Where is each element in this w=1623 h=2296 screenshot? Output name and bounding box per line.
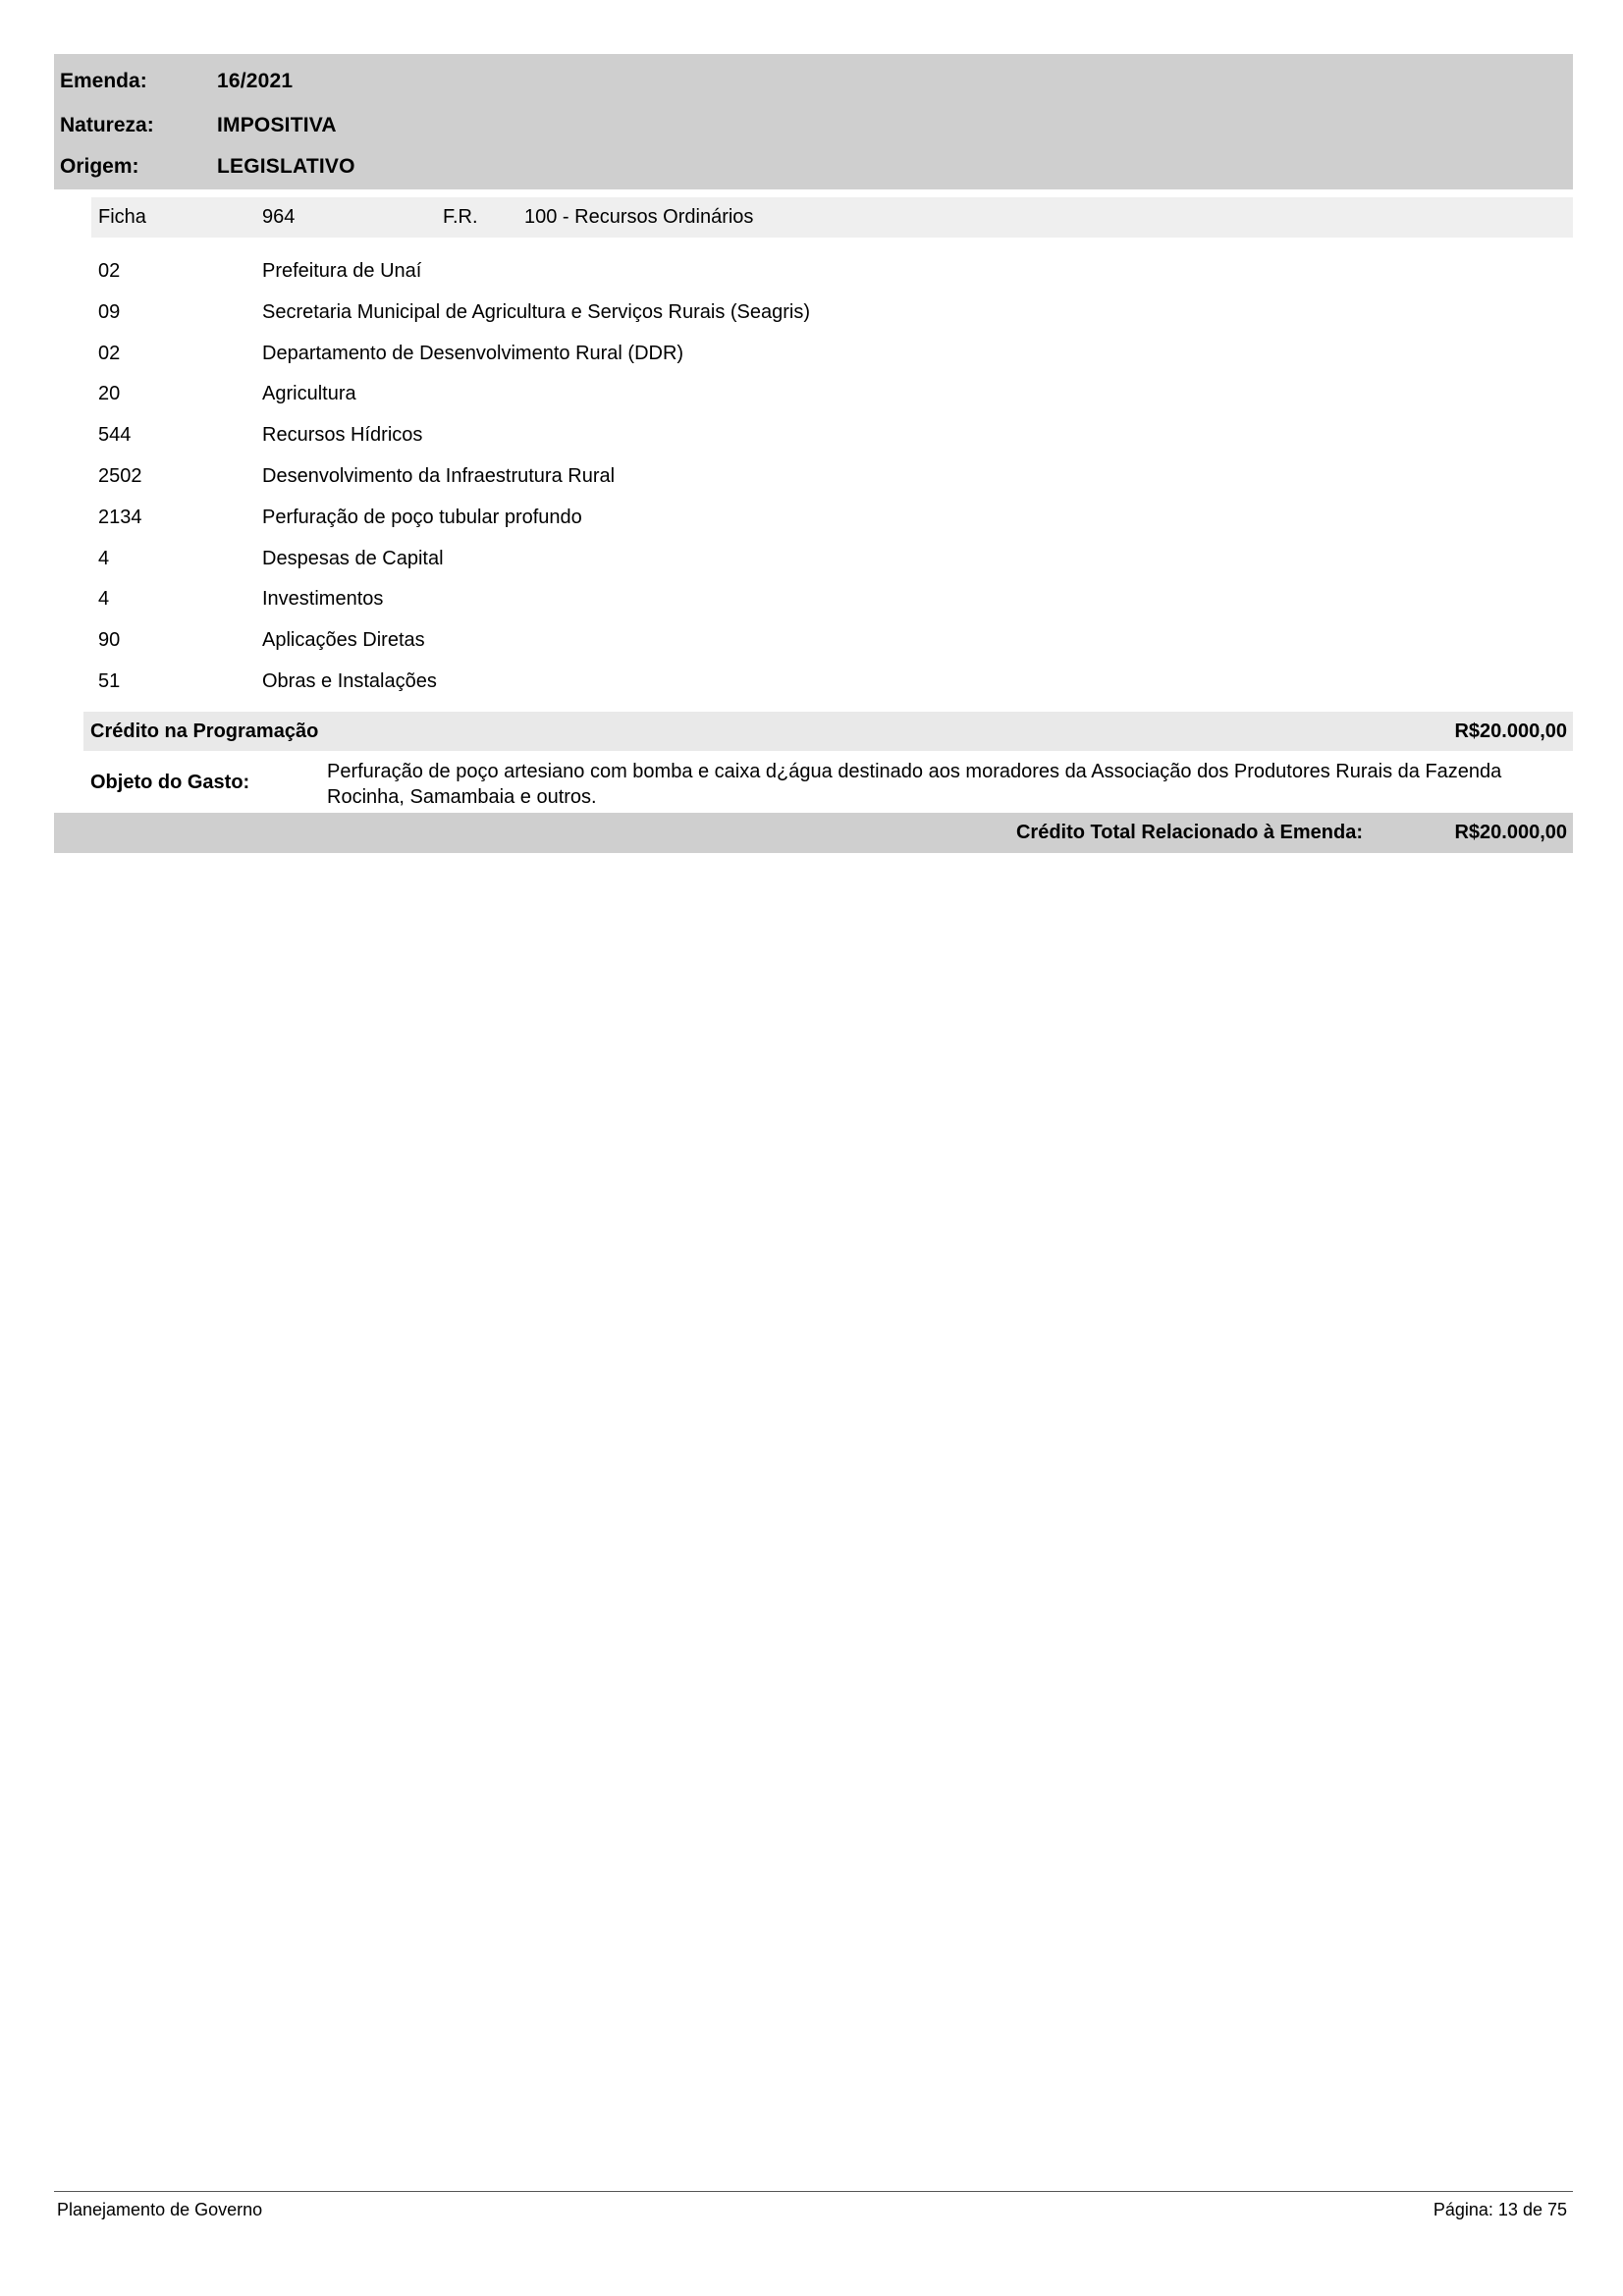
class-description: Departamento de Desenvolvimento Rural (DDR)	[262, 342, 684, 364]
list-item	[98, 619, 1551, 661]
natureza-row	[60, 108, 337, 143]
class-description: Prefeitura de Unaí	[262, 260, 422, 282]
list-item	[98, 414, 1551, 455]
total-label: Crédito Total Relacionado à Emenda:	[1015, 822, 1363, 843]
origem-row	[60, 149, 355, 185]
class-description: Recursos Hídricos	[262, 424, 423, 447]
class-code: 90	[98, 629, 121, 652]
list-item	[98, 333, 1551, 374]
class-code: 2502	[98, 464, 142, 487]
ficha-number: 964	[262, 206, 296, 228]
class-code: 4	[98, 547, 110, 569]
class-code: 02	[98, 342, 121, 364]
page-footer	[54, 2191, 1573, 2231]
credito-total-bar	[54, 813, 1573, 853]
natureza-label: Natureza:	[60, 114, 154, 136]
class-code: 51	[98, 669, 121, 692]
list-item	[98, 578, 1551, 619]
origem-value: LEGISLATIVO	[217, 155, 355, 178]
credito-label: Crédito na Programação	[90, 721, 319, 742]
list-item	[98, 497, 1551, 538]
class-code: 2134	[98, 506, 142, 528]
natureza-value: IMPOSITIVA	[217, 114, 337, 136]
class-code: 09	[98, 300, 121, 323]
list-item	[98, 538, 1551, 579]
class-description: Perfuração de poço tubular profundo	[262, 506, 582, 528]
page-number: Página: 13 de 75	[1433, 2200, 1567, 2219]
list-item	[98, 250, 1551, 292]
emenda-value: 16/2021	[217, 70, 294, 92]
origem-label: Origem:	[60, 155, 139, 178]
class-code: 02	[98, 260, 121, 282]
ficha-label: Ficha	[98, 206, 146, 228]
document-page	[54, 54, 1573, 843]
emenda-row	[60, 64, 293, 99]
class-description: Despesas de Capital	[262, 547, 444, 569]
class-description: Desenvolvimento da Infraestrutura Rural	[262, 464, 616, 487]
fr-value: 100 - Recursos Ordinários	[524, 206, 754, 228]
class-description: Aplicações Diretas	[262, 629, 425, 652]
class-code: 20	[98, 383, 121, 405]
footer-department: Planejamento de Governo	[57, 2200, 263, 2219]
list-item	[98, 292, 1551, 333]
credito-value: R$20.000,00	[1454, 721, 1567, 742]
class-description: Investimentos	[262, 588, 384, 611]
list-item	[98, 455, 1551, 497]
objeto-label: Objeto do Gasto:	[90, 772, 250, 793]
credito-programacao-bar	[83, 712, 1573, 751]
classification-list	[98, 250, 1551, 702]
objeto-text: Perfuração de poço artesiano com bomba e caixa d¿água destinado aos moradores da Associação dos Produtores Rurais da Fazenda Rocinha, Samambaia e outros.	[327, 761, 1502, 808]
class-code: 4	[98, 588, 110, 611]
amendment-header	[54, 54, 1573, 189]
class-description: Agricultura	[262, 383, 356, 405]
fr-label: F.R.	[443, 206, 478, 228]
list-item	[98, 373, 1551, 414]
list-item	[98, 661, 1551, 702]
emenda-label: Emenda:	[60, 70, 147, 92]
total-value: R$20.000,00	[1454, 822, 1567, 843]
objeto-do-gasto	[83, 755, 1573, 810]
class-description: Secretaria Municipal de Agricultura e Serviços Rurais (Seagris)	[262, 300, 811, 323]
ficha-bar	[91, 197, 1573, 238]
class-code: 544	[98, 424, 132, 447]
class-description: Obras e Instalações	[262, 669, 437, 692]
